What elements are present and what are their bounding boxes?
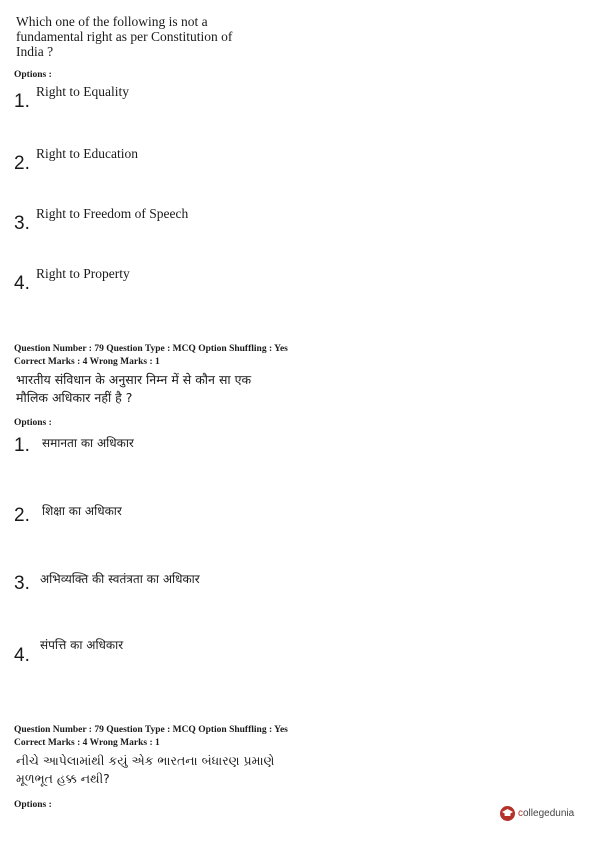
option-number: 1. — [14, 91, 30, 112]
option-text: Right to Equality — [36, 84, 129, 99]
question-meta-hi — [14, 343, 288, 369]
option-number: 3. — [14, 573, 30, 594]
question-hi-line: मौलिक अधिकार नहीं है ? — [16, 390, 133, 405]
options-label-hi: Options : — [14, 418, 52, 428]
question-hi-line: भारतीय संविधान के अनुसार निम्न में से कौन सा एक — [16, 372, 252, 387]
graduation-cap-icon — [500, 806, 515, 821]
meta-line: Question Number : 79 Question Type : MCQ Option Shuffling : Yes — [14, 725, 288, 735]
meta-line: Question Number : 79 Question Type : MCQ Option Shuffling : Yes — [14, 344, 288, 354]
question-en-line: India ? — [16, 44, 54, 59]
question-gu-line: નીચે આપેલામાંથી કયું એક ભારતના બંધારણ પ્રમાણે — [16, 753, 275, 768]
meta-line: Correct Marks : 4 Wrong Marks : 1 — [14, 357, 160, 367]
option-text: Right to Education — [36, 146, 138, 161]
option-text: संपत्ति का अधिकार — [40, 638, 124, 652]
option-number: 4. — [14, 645, 30, 666]
option-text: अभिव्यक्ति की स्वतंत्रता का अधिकार — [40, 572, 200, 586]
option-number: 2. — [14, 505, 30, 526]
logo-wordmark: collegedunia — [518, 808, 575, 819]
option-text: Right to Freedom of Speech — [36, 206, 189, 221]
option-number: 1. — [14, 435, 30, 456]
question-en-line: Which one of the following is not a — [16, 14, 208, 29]
question-en — [16, 14, 286, 59]
collegedunia-logo — [500, 806, 574, 821]
question-gu — [16, 752, 274, 788]
question-en-line: fundamental right as per Constitution of — [16, 29, 233, 44]
option-text: समानता का अधिकार — [42, 436, 134, 450]
question-hi — [16, 371, 251, 407]
question-gu-line: મૂળભૂત હક્ક નથી? — [16, 771, 110, 786]
options-label-en: Options : — [14, 70, 52, 80]
options-label-gu: Options : — [14, 800, 52, 810]
option-text: Right to Property — [36, 266, 130, 281]
option-number: 4. — [14, 273, 30, 294]
meta-line: Correct Marks : 4 Wrong Marks : 1 — [14, 738, 160, 748]
option-number: 2. — [14, 153, 30, 174]
option-number: 3. — [14, 213, 30, 234]
option-text: शिक्षा का अधिकार — [42, 504, 122, 518]
question-meta-gu — [14, 724, 288, 750]
